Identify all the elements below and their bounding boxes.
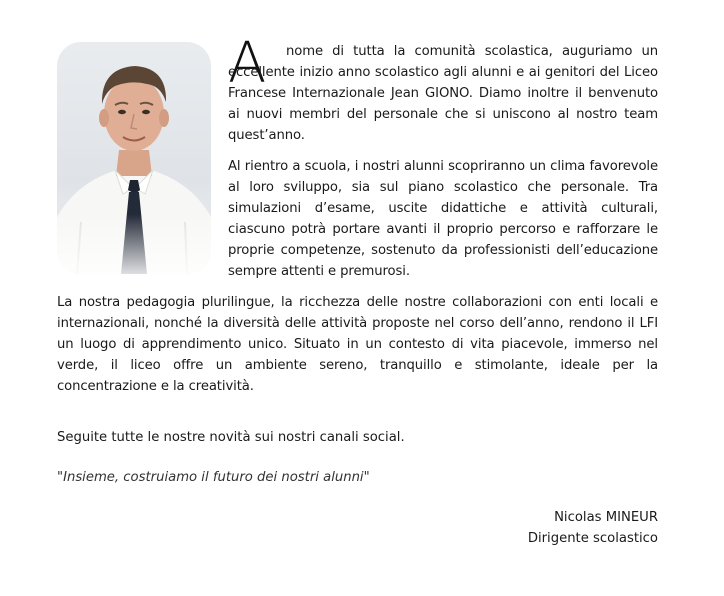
signature-block	[528, 507, 658, 549]
motto-quote: "Insieme, costruiamo il futuro dei nostri alunni"	[57, 470, 370, 485]
photo-fade	[57, 214, 211, 274]
paragraph-intro: nome di tutta la comunità scolastica, auguriamo un eccellente inizio anno scolastico agli alunni e ai genitori del Liceo Francese Internazionale Jean GIONO. Diamo inoltre il benvenuto ai nuovi membri del personale che si uniscono al nostro team quest’anno.	[228, 44, 658, 143]
paragraph-pedagogy: La nostra pedagogia plurilingue, la ricchezza delle nostre collaborazioni con enti locali e internazionali, nonché la diversità delle attività proposte nel corso dell’anno, rendono il LFI un luogo di apprendimento unico. Situato in un contesto di vita piacevole, immerso nel verde, il liceo offre un ambiente sereno, tranquillo e stimolante, ideale per la concentrazione e la creatività.	[57, 295, 658, 394]
principal-photo	[57, 42, 211, 274]
signature-name: Nicolas MINEUR	[554, 510, 658, 525]
drop-cap: A	[228, 31, 267, 96]
social-channels-text: Seguite tutte le nostre novità sui nostri canali social.	[57, 430, 405, 445]
signature-role: Dirigente scolastico	[527, 531, 658, 546]
paragraph-return: Al rientro a scuola, i nostri alunni scopriranno un clima favorevole al loro sviluppo, sia sul piano scolastico che personale. Tra simulazioni d’esame, uscite didattiche e attività culturali, ciascuno potrà portare avanti il proprio percorso e rafforzare le proprie competenze, sostenuto da professionisti dell’educazione sempre attenti e premurosi.	[228, 159, 658, 279]
